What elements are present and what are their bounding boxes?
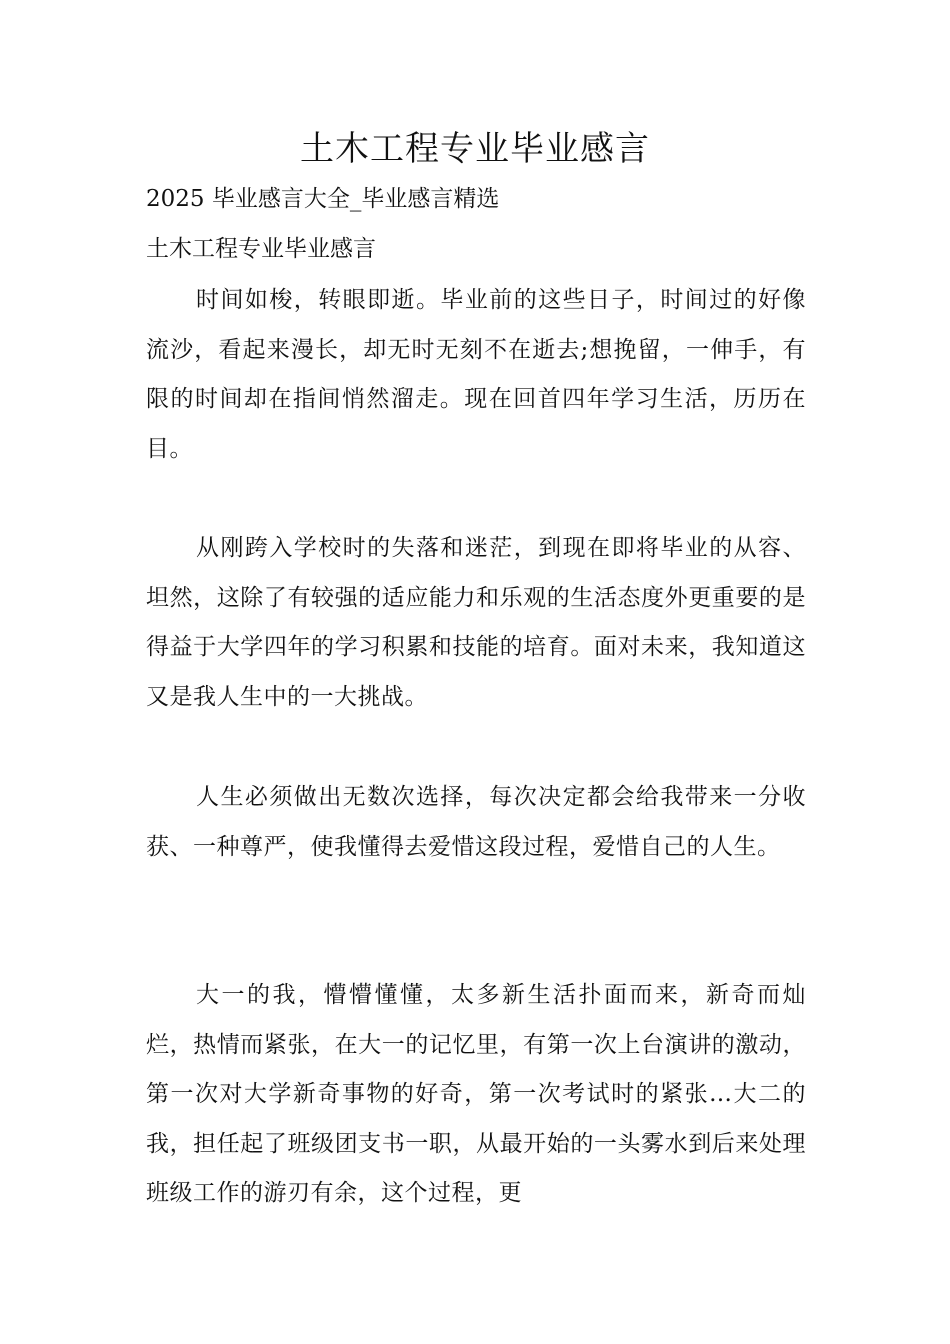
subtitle-line-2: 土木工程专业毕业感言 bbox=[146, 236, 376, 262]
paragraph-3: 人生必须做出无数次选择，每次决定都会给我带来一分收获、一种尊严，使我懂得去爱惜这段过程，爱惜自己的人生。 bbox=[146, 784, 806, 860]
paragraph-1: 时间如梭，转眼即逝。毕业前的这些日子，时间过的好像流沙，看起来漫长，却无时无刻不在逝去;想挽留，一伸手，有限的时间却在指间悄然溜走。现在回首四年学习生活，历历在目。 bbox=[146, 287, 806, 462]
subtitle-line-1: 2025 毕业感言大全_毕业感言精选 bbox=[146, 186, 500, 212]
paragraph-4: 大一的我，懵懵懂懂，太多新生活扑面而来，新奇而灿烂，热情而紧张，在大一的记忆里，有第一次上台演讲的激动，第一次对大学新奇事物的好奇，第一次考试时的紧张…大二的我，担任起了班级团支书一职，从最开始的一头雾水到后来处理班级工作的游刃有余，这个过程，更 bbox=[146, 982, 806, 1206]
paragraph-2: 从刚跨入学校时的失落和迷茫，到现在即将毕业的从容、坦然，这除了有较强的适应能力和乐观的生活态度外更重要的是得益于大学四年的学习积累和技能的培育。面对未来，我知道这又是我人生中的一大挑战。 bbox=[146, 535, 806, 710]
document-title: 土木工程专业毕业感言 bbox=[300, 129, 650, 169]
